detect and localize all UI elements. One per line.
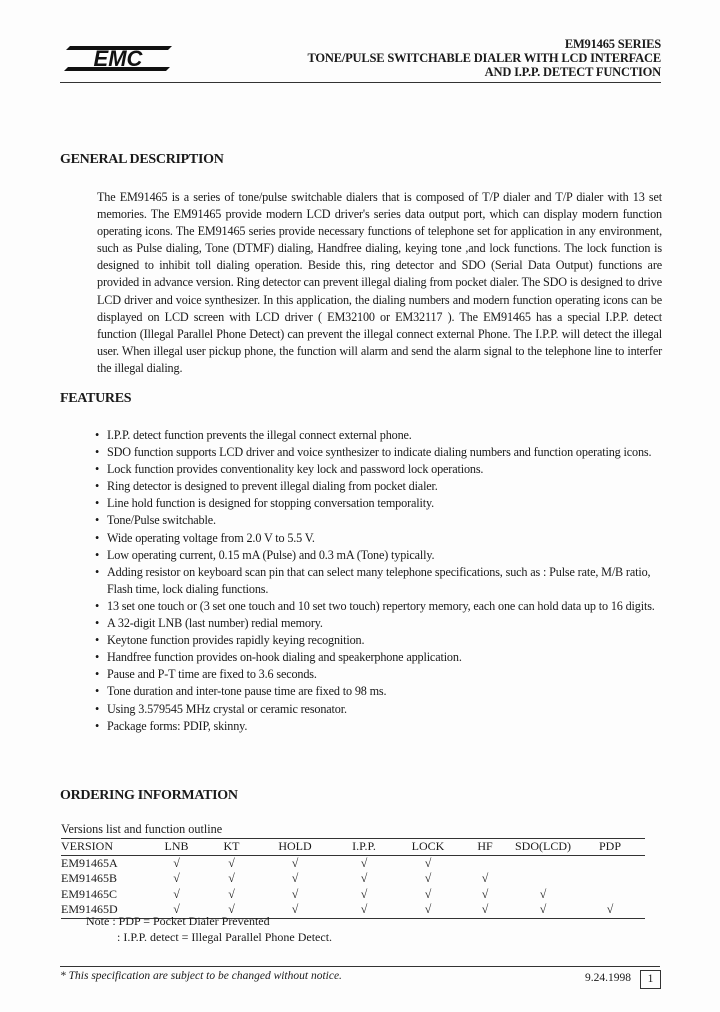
check-cell: √ bbox=[173, 855, 180, 870]
features-heading: FEATURES bbox=[60, 391, 132, 406]
table-header-row bbox=[61, 839, 645, 856]
version-name-cell: EM91465B bbox=[61, 871, 118, 885]
check-cell bbox=[575, 871, 645, 887]
check-cell: √ bbox=[360, 855, 368, 870]
doc-subtitle-line1: TONE/PULSE SWITCHABLE DIALER WITH LCD INTERFACE bbox=[307, 51, 661, 65]
check-cell: √ bbox=[228, 871, 235, 885]
logo-text: EMC bbox=[93, 46, 143, 71]
general-description-text: The EM91465 is a series of tone/pulse switchable dialers that is composed of T/P dialer and T/P dialer with 13 set memories. The EM91465 provide modern LCD driver's series data output port, which can display modern function operating icons. The EM91465 series provide necessary functions of telephone set for application in any environment, such as Pulse dialing, Tone (DTMF) dialing, Handfree dialing, keying tone ,and lock functions. The lock function is designed to inhibit toll dialing operation. Beside this, ring detector and SDO (Serial Data Output) functions are provided in advance version. Ring detector can prevent illegal dialing from pocket dialer. The SDO is designed to drive LCD driver and voice synthesizer. In this application, the dialing numbers and modern function operating icons can be displayed on LCD screen with LCD driver ( EM32100 or EM32117 ). The EM91465 has a special I.P.P. detect function (Illegal Parallel Phone Detect) can prevent the illegal connect external Phone. The I.P.P. will detect the illegal user. When illegal user pickup phone, the function will alarm and send the alarm signal to the telephone line to interfer the illegal dialing. bbox=[97, 190, 662, 375]
table-header-cell: KT bbox=[223, 839, 240, 853]
table-row bbox=[61, 887, 645, 903]
check-cell: √ bbox=[424, 871, 432, 885]
doc-series-title: EM91465 SERIES bbox=[564, 37, 661, 51]
check-cell bbox=[575, 887, 645, 903]
versions-caption: Versions list and function outline bbox=[61, 822, 223, 836]
check-cell: √ bbox=[291, 902, 299, 916]
table-header-cell: SDO(LCD) bbox=[515, 839, 571, 853]
check-cell: √ bbox=[424, 855, 432, 870]
check-cell: √ bbox=[481, 886, 489, 901]
feature-item: • SDO function supports LCD driver and voice synthesizer to indicate dialing numbers and function operating icons. bbox=[93, 444, 663, 461]
check-cell: √ bbox=[291, 871, 299, 885]
feature-item: • A 32-digit LNB (last number) redial memory. bbox=[93, 615, 663, 632]
emc-logo bbox=[64, 42, 174, 74]
note-ipp: : I.P.P. detect = Illegal Parallel Phone Detect. bbox=[117, 930, 333, 944]
footer-divider bbox=[60, 966, 660, 967]
check-cell: √ bbox=[228, 902, 235, 916]
feature-item: • Handfree function provides on-hook dialing and speakerphone application. bbox=[93, 649, 663, 666]
check-cell: √ bbox=[291, 886, 299, 901]
check-cell bbox=[575, 856, 645, 872]
feature-item: • Tone/Pulse switchable. bbox=[93, 512, 663, 529]
version-table bbox=[61, 838, 645, 919]
feature-item: • Wide operating voltage from 2.0 V to 5.5 V. bbox=[93, 530, 663, 547]
feature-item: • Ring detector is designed to prevent illegal dialing from pocket dialer. bbox=[93, 478, 663, 495]
check-cell: √ bbox=[424, 902, 432, 916]
check-cell: √ bbox=[291, 855, 299, 870]
feature-item: • Adding resistor on keyboard scan pin that can select many telephone specifications, such as : Pulse rate, M/B ratio, Flash time, lock dialing functions. bbox=[93, 564, 663, 598]
features-list bbox=[93, 427, 663, 735]
feature-item: • Tone duration and inter-tone pause time are fixed to 98 ms. bbox=[93, 683, 663, 700]
feature-item: • I.P.P. detect function prevents the illegal connect external phone. bbox=[93, 427, 663, 444]
feature-item: • Keytone function provides rapidly keying recognition. bbox=[93, 632, 663, 649]
page-number: 1 bbox=[640, 970, 661, 989]
check-cell: √ bbox=[606, 902, 614, 916]
general-description-heading: GENERAL DESCRIPTION bbox=[60, 152, 224, 167]
check-cell: √ bbox=[539, 886, 547, 901]
table-header-cell: PDP bbox=[598, 839, 621, 853]
check-cell: √ bbox=[173, 886, 180, 901]
table-row bbox=[61, 871, 645, 887]
check-cell: √ bbox=[360, 902, 368, 916]
footer-date: 9.24.1998 bbox=[585, 972, 631, 984]
check-cell: √ bbox=[173, 902, 180, 916]
check-cell: √ bbox=[539, 902, 547, 916]
version-name-cell: EM91465C bbox=[61, 886, 118, 901]
table-header-cell: LNB bbox=[164, 839, 189, 853]
note-pdp: Note : PDP = Pocket Dialer Prevented bbox=[86, 914, 270, 928]
feature-item: • Lock function provides conventionality key lock and password lock operations. bbox=[93, 461, 663, 478]
check-cell: √ bbox=[228, 855, 235, 870]
feature-item: • Low operating current, 0.15 mA (Pulse) and 0.3 mA (Tone) typically. bbox=[93, 547, 663, 564]
check-cell: √ bbox=[481, 871, 489, 885]
table-row bbox=[61, 856, 645, 872]
check-cell bbox=[511, 871, 575, 887]
feature-item: • 13 set one touch or (3 set one touch and 10 set two touch) repertory memory, each one can hold data up to 16 digits. bbox=[93, 598, 663, 615]
feature-item: • Pause and P-T time are fixed to 3.6 seconds. bbox=[93, 666, 663, 683]
check-cell bbox=[459, 856, 511, 872]
feature-item: • Package forms: PDIP, skinny. bbox=[93, 718, 663, 735]
table-header-cell: HOLD bbox=[278, 839, 312, 853]
table-header-cell: LOCK bbox=[411, 839, 445, 853]
table-header-cell: VERSION bbox=[61, 839, 114, 853]
table-header-cell: HF bbox=[477, 839, 493, 853]
feature-item: • Using 3.579545 MHz crystal or ceramic resonator. bbox=[93, 701, 663, 718]
check-cell: √ bbox=[424, 886, 432, 901]
check-cell: √ bbox=[481, 902, 489, 916]
check-cell: √ bbox=[173, 871, 180, 885]
header-divider bbox=[60, 82, 661, 83]
check-cell bbox=[511, 856, 575, 872]
ordering-information-heading: ORDERING INFORMATION bbox=[60, 788, 238, 803]
version-name-cell: EM91465A bbox=[61, 855, 118, 870]
feature-item: • Line hold function is designed for stopping conversation temporality. bbox=[93, 495, 663, 512]
check-cell: √ bbox=[228, 886, 235, 901]
footer-disclaimer: * This specification are subject to be changed without notice. bbox=[60, 970, 342, 982]
table-header-cell: I.P.P. bbox=[352, 839, 376, 853]
doc-subtitle-line2: AND I.P.P. DETECT FUNCTION bbox=[484, 65, 661, 79]
version-name-cell: EM91465D bbox=[61, 902, 118, 916]
check-cell: √ bbox=[360, 871, 368, 885]
check-cell: √ bbox=[360, 886, 368, 901]
